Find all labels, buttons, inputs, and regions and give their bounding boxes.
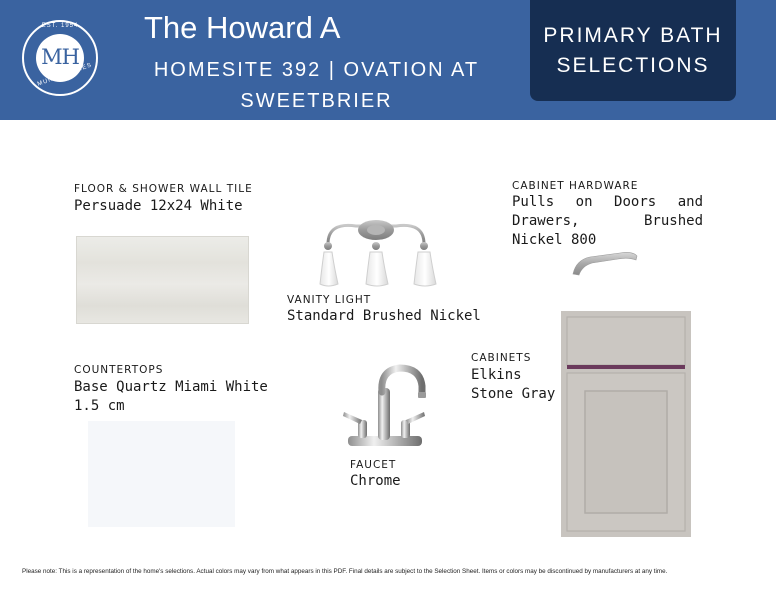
hardware-category: CABINET HARDWARE — [512, 180, 639, 192]
vanity-light-image — [306, 214, 446, 288]
cabinet-pull-image — [570, 248, 640, 278]
mungo-homes-logo — [22, 20, 98, 96]
hardware-value: Pulls on Doors and Drawers, Brushed Nickel 800 — [512, 194, 703, 248]
cabinets-category: CABINETS — [471, 352, 532, 364]
disclaimer-note: Please note: This is a representation of the home's selections. Actual colors may vary from what appears in this PDF. Final details are subject to the Selection Sheet. Items or colors may be discontinued by manufacturers at any time. — [22, 568, 668, 575]
floor-tile-swatch — [76, 236, 249, 324]
room-title-box — [530, 0, 736, 101]
faucet-category: FAUCET — [350, 459, 397, 471]
countertops-category: COUNTERTOPS — [74, 364, 164, 376]
logo-brand-text: MUNGO HOMES — [36, 62, 93, 88]
faucet-value: Chrome — [350, 473, 401, 489]
countertop-swatch — [88, 421, 235, 527]
header-banner — [0, 0, 776, 120]
cabinet-door-image — [561, 311, 691, 537]
homesite-subtitle: HOMESITE 392 | OVATION AT SWEETBRIER — [153, 59, 480, 112]
room-title: PRIMARY BATH SELECTIONS — [543, 23, 723, 77]
logo-monogram: MH — [41, 45, 79, 69]
countertops-value: Base Quartz Miami White 1.5 cm — [74, 379, 268, 414]
faucet-image — [340, 364, 430, 452]
vanity-light-category: VANITY LIGHT — [287, 294, 372, 306]
cabinets-value: Elkins Stone Gray — [471, 367, 556, 402]
model-name: The Howard A — [144, 10, 341, 45]
logo-est-text: EST. 1954 — [41, 23, 79, 29]
floor-tile-category: FLOOR & SHOWER WALL TILE — [74, 183, 253, 195]
floor-tile-value: Persuade 12x24 White — [74, 198, 243, 214]
vanity-light-value: Standard Brushed Nickel — [287, 308, 481, 324]
